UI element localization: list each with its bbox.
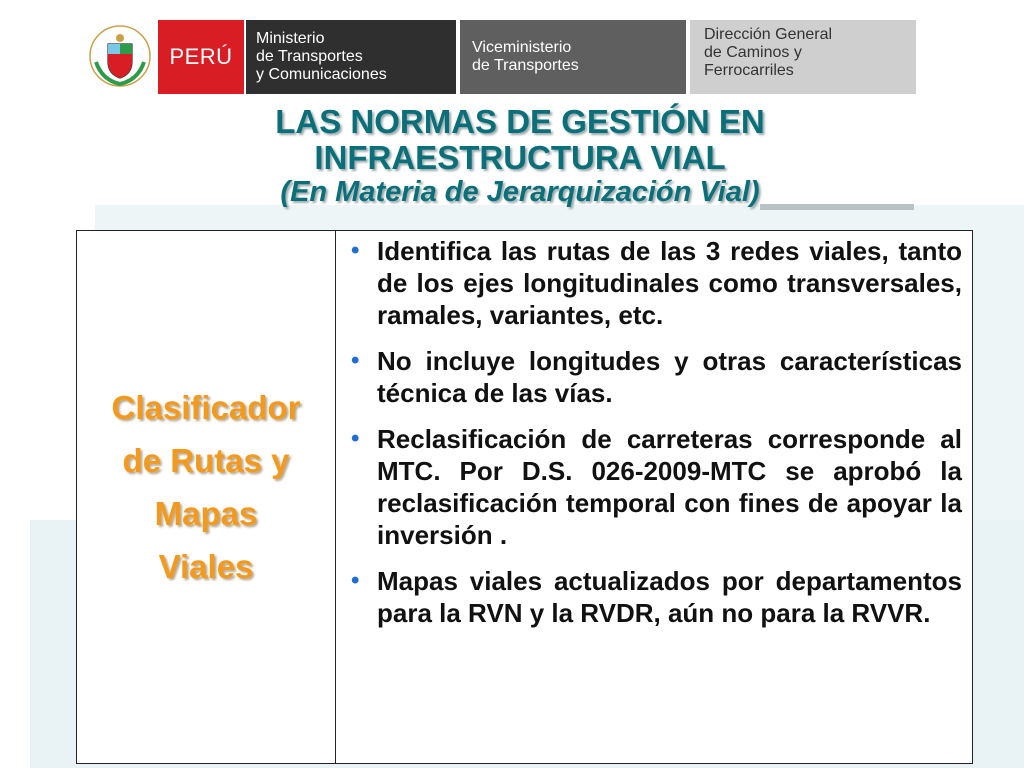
title-subtitle: (En Materia de Jerarquización Vial): [280, 176, 760, 208]
direccion-box: [690, 20, 916, 94]
ministerio-line-1: Ministerio: [256, 30, 325, 47]
list-item: [351, 423, 962, 551]
direccion-line-1: Dirección General: [704, 26, 833, 43]
direccion-line-3: Ferrocarriles: [704, 62, 794, 79]
ministerio-box: [246, 20, 456, 94]
category-label: [112, 381, 301, 593]
bullet-icon: •: [351, 425, 360, 452]
ministerio-line-3: y Comunicaciones: [256, 66, 387, 83]
list-item: [351, 565, 962, 629]
bullet-icon: •: [351, 567, 360, 594]
bullet-icon: •: [351, 237, 360, 264]
viceministerio-line-2: de Transportes: [472, 57, 579, 74]
peru-label: PERÚ: [169, 44, 233, 69]
category-label-line-2: de Rutas y: [122, 442, 290, 479]
coat-of-arms-icon: [88, 22, 152, 92]
table-label-cell: [77, 231, 336, 763]
bullet-text: Mapas viales actualizados por departamentos para la RVN y la RVDR, aún no para la RVVR.: [377, 566, 962, 628]
bullet-text: No incluye longitudes y otras características técnica de las vías.: [377, 346, 962, 408]
bullet-text: Identifica las rutas de las 3 redes viales, tanto de los ejes longitudinales como transversales, ramales, variantes, etc.: [377, 236, 962, 330]
ministerio-line-2: de Transportes: [256, 48, 363, 65]
title-line-1: LAS NORMAS DE GESTIÓN EN: [275, 103, 765, 140]
list-item: [351, 345, 962, 409]
header-banner: [88, 20, 916, 94]
bullet-icon: •: [351, 347, 360, 374]
category-label-line-1: Clasificador: [111, 389, 301, 426]
category-label-line-4: Viales: [158, 548, 254, 585]
bullet-text: Reclasificación de carreteras corresponde al MTC. Por D.S. 026-2009-MTC se aprobó la reclasificación temporal con fines de apoyar la inversión .: [377, 424, 962, 550]
viceministerio-box: [460, 20, 686, 94]
category-label-line-3: Mapas: [154, 495, 258, 532]
table-content-cell: [337, 231, 972, 763]
peru-logo: [158, 20, 244, 94]
viceministerio-line-1: Viceministerio: [472, 39, 572, 56]
direccion-line-2: de Caminos y: [704, 44, 802, 61]
content-table: [76, 230, 973, 764]
title-line-2: INFRAESTRUCTURA VIAL: [314, 139, 726, 176]
bullet-list: [351, 235, 962, 629]
list-item: [351, 235, 962, 331]
slide-title: [120, 104, 920, 209]
